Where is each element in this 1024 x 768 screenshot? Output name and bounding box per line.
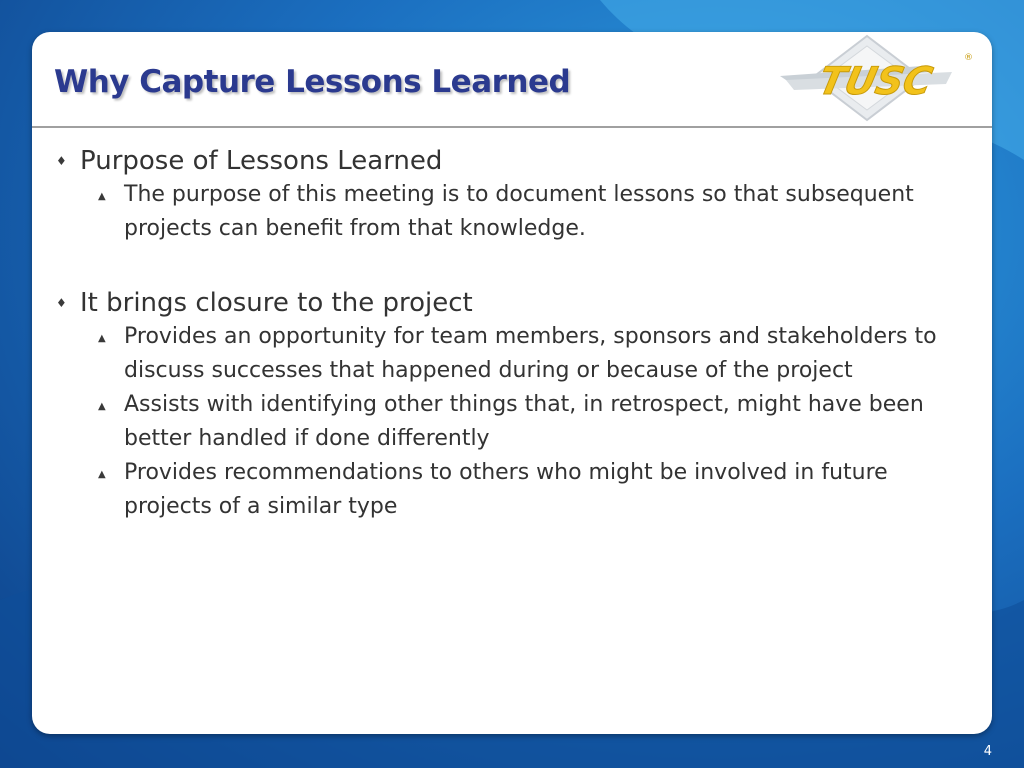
slide-content (54, 144, 974, 524)
slide-card (32, 32, 992, 734)
title-bar (32, 32, 992, 128)
sub-bullet-item (54, 456, 974, 524)
bullet-heading-text: It brings closure to the project (80, 288, 473, 318)
sub-bullet-item (54, 388, 974, 456)
sub-bullet-item (54, 178, 974, 246)
page-number: 4 (983, 744, 992, 759)
sub-bullet-text: Provides recommendations to others who might be involved in future projects of a similar type (124, 460, 888, 519)
bullet-heading (54, 286, 974, 320)
logo-text: TUSC (814, 59, 937, 104)
bullet-heading-text: Purpose of Lessons Learned (80, 146, 443, 176)
logo-registered-mark: ® (964, 53, 973, 63)
sub-bullet-item (54, 320, 974, 388)
diamond-bullet-icon: ♦ (56, 296, 67, 310)
caret-up-bullet-icon: ▲ (98, 469, 106, 480)
slide-title: Why Capture Lessons Learned (54, 64, 571, 100)
bullet-heading (54, 144, 974, 178)
sub-bullet-text: Provides an opportunity for team members, sponsors and stakeholders to discuss successes that happened during or because of the project (124, 324, 937, 383)
section-gap (54, 246, 974, 286)
tusc-logo-graphic (772, 32, 982, 124)
caret-up-bullet-icon: ▲ (98, 333, 106, 344)
sub-bullet-text: The purpose of this meeting is to document lessons so that subsequent projects can benefit from that knowledge. (124, 182, 914, 241)
caret-up-bullet-icon: ▲ (98, 191, 106, 202)
sub-bullet-text: Assists with identifying other things that, in retrospect, might have been better handled if done differently (124, 392, 924, 451)
caret-up-bullet-icon: ▲ (98, 401, 106, 412)
diamond-bullet-icon: ♦ (56, 154, 67, 168)
tusc-logo (772, 32, 982, 124)
